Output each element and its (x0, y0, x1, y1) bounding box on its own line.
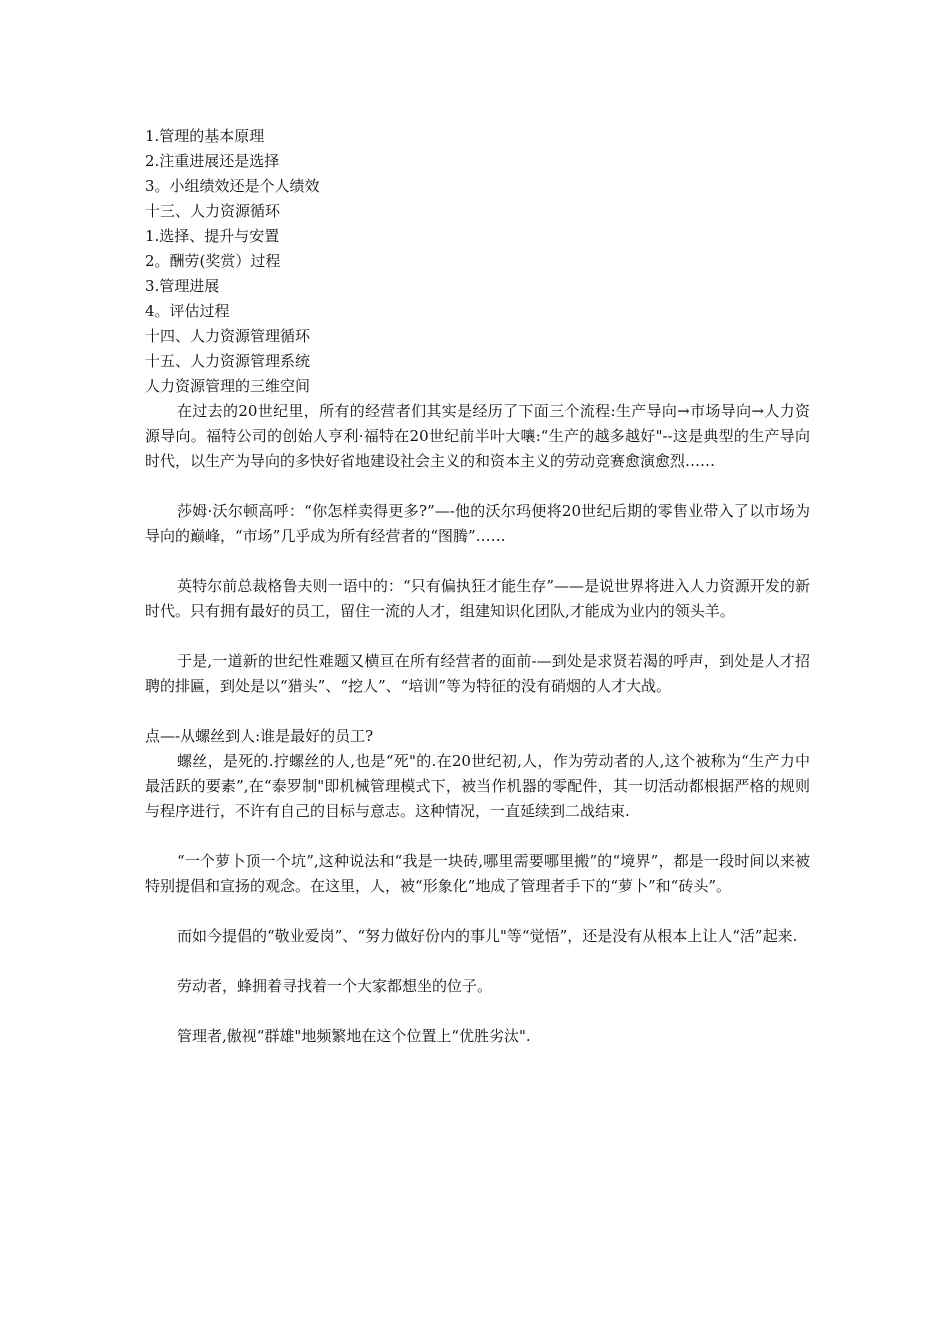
outline-item: 1.选择、提升与安置 (145, 227, 280, 245)
document-page (145, 124, 810, 1049)
section-title: 点—-从螺丝到人:谁是最好的员工? (145, 727, 374, 745)
outline-item: 1.管理的基本原理 (145, 127, 265, 145)
body-paragraph: 莎姆·沃尔顿高呼：“你怎样卖得更多?”—-他的沃尔玛便将20世纪后期的零售业带入了以市场为导向的巅峰，“市场”几乎成为所有经营者的“图腾”…… (145, 502, 810, 545)
body-paragraph: 螺丝，是死的.拧螺丝的人,也是“死"的.在20世纪初,人，作为劳动者的人,这个被称为“生产力中最活跃的要素”,在“泰罗制"即机械管理模式下，被当作机器的零配件，其一切活动都根据严格的规则与程序进行，不许有自己的目标与意志。这种情况，一直延续到二战结束. (145, 752, 810, 820)
section-heading: 人力资源管理的三维空间 (145, 377, 311, 395)
body-paragraph: 管理者,傲视“群雄"地频繁地在这个位置上“优胜劣汰". (177, 1027, 531, 1045)
outline-item: 2.注重进展还是选择 (145, 152, 280, 170)
outline-item: 2。酬劳(奖赏）过程 (145, 252, 281, 270)
outline-item: 3.管理进展 (145, 277, 220, 295)
outline-item: 3。小组绩效还是个人绩效 (145, 177, 320, 195)
outline-heading: 十四、人力资源管理循环 (145, 327, 311, 345)
outline-heading: 十五、人力资源管理系统 (145, 352, 311, 370)
outline-heading: 十三、人力资源循环 (145, 202, 281, 220)
body-paragraph: 在过去的20世纪里，所有的经营者们其实是经历了下面三个流程:生产导向→市场导向→人力资源导向。福特公司的创始人亨利·福特在20世纪前半叶大嚷:“生产的越多越好"--这是典型的生产导向时代，以生产为导向的多快好省地建设社会主义的和资本主义的劳动竞赛愈演愈烈…… (145, 402, 810, 470)
body-paragraph: 而如今提倡的“敬业爱岗”、“努力做好份内的事儿"等“觉悟”，还是没有从根本上让人“活”起来. (177, 927, 798, 945)
body-paragraph: “一个萝卜顶一个坑”,这种说法和“我是一块砖,哪里需要哪里搬”的“境界”，都是一段时间以来被特别提倡和宣扬的观念。在这里，人，被“形象化”地成了管理者手下的“萝卜”和“砖头”。 (145, 852, 810, 895)
body-paragraph: 英特尔前总裁格鲁夫则一语中的：“只有偏执狂才能生存”——是说世界将进入人力资源开发的新时代。只有拥有最好的员工，留住一流的人才，组建知识化团队,才能成为业内的领头羊。 (145, 577, 810, 620)
body-paragraph: 劳动者，蜂拥着寻找着一个大家都想坐的位子。 (177, 977, 493, 995)
outline-item: 4。评估过程 (145, 302, 230, 320)
body-paragraph: 于是,一道新的世纪性难题又横亘在所有经营者的面前-—到处是求贤若渴的呼声，到处是人才招聘的排匾，到处是以“猎头”、“挖人”、“培训”等为特征的没有硝烟的人才大战。 (145, 652, 810, 695)
